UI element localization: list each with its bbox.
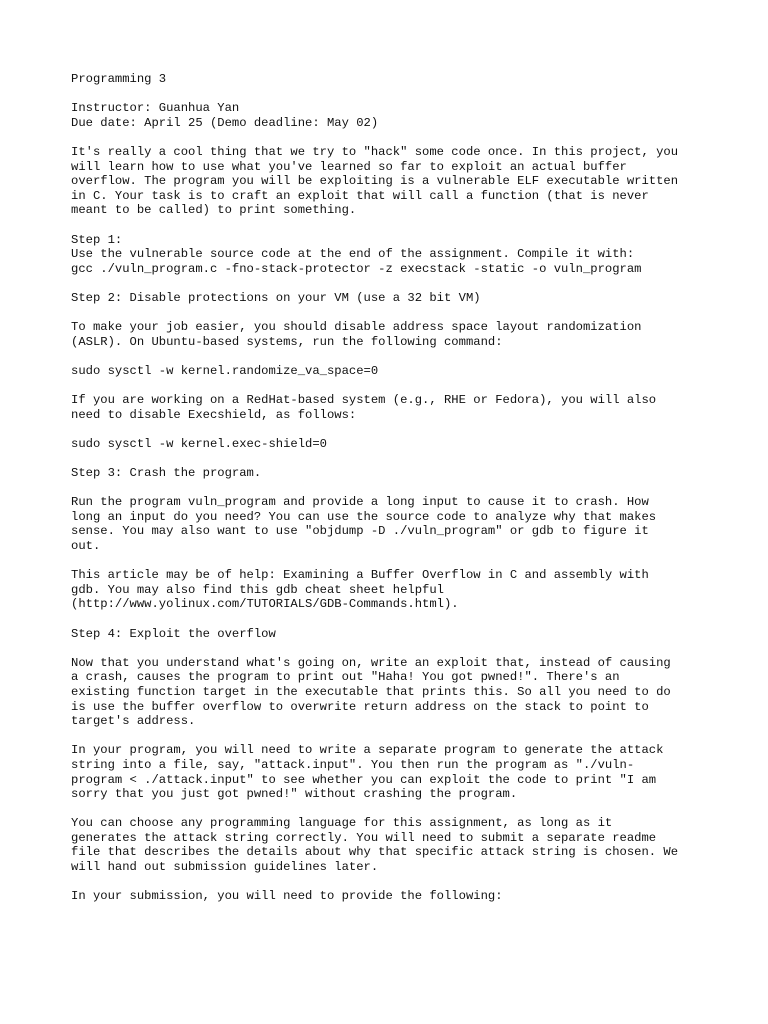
- text-line: sense. You may also want to use "objdump -D ./vuln_program" or gdb to figure it: [71, 524, 649, 539]
- text-line: existing function target in the executable that prints this. So all you need to do: [71, 684, 671, 699]
- paragraph: [71, 437, 711, 452]
- text-line: string into a file, say, "attack.input". You then run the program as "./vuln-: [71, 757, 635, 772]
- text-line: overflow. The program you will be exploiting is a vulnerable ELF executable written: [71, 174, 679, 189]
- text-line: It's really a cool thing that we try to "hack" some code once. In this project, you: [71, 144, 679, 159]
- text-line: In your submission, you will need to provide the following:: [71, 889, 503, 904]
- text-line: will hand out submission guidelines later.: [71, 860, 379, 875]
- paragraph: [71, 233, 711, 277]
- text-line: target's address.: [71, 714, 196, 729]
- text-line: Due date: April 25 (Demo deadline: May 02): [71, 115, 379, 130]
- paragraph: [71, 364, 711, 379]
- paragraph: [71, 393, 711, 422]
- text-line: In your program, you will need to write a separate program to generate the attack: [71, 743, 664, 758]
- text-line: If you are working on a RedHat-based system (e.g., RHE or Fedora), you will also: [71, 393, 657, 408]
- text-line: Step 2: Disable protections on your VM (use a 32 bit VM): [71, 290, 481, 305]
- text-line: will learn how to use what you've learned so far to exploit an actual buffer: [71, 159, 627, 174]
- paragraph: [71, 743, 711, 801]
- paragraph: [71, 627, 711, 642]
- text-line: gdb. You may also find this gdb cheat sheet helpful: [71, 582, 444, 597]
- text-line: Step 3: Crash the program.: [71, 466, 262, 481]
- text-line: meant to be called) to print something.: [71, 203, 357, 218]
- text-line: sudo sysctl -w kernel.randomize_va_space=0: [71, 363, 379, 378]
- text-line: program < ./attack.input" to see whether you can exploit the code to print "I am: [71, 772, 657, 787]
- paragraph: [71, 291, 711, 306]
- text-line: Now that you understand what's going on, write an exploit that, instead of causing: [71, 655, 671, 670]
- paragraph: [71, 568, 711, 612]
- paragraph: [71, 816, 711, 874]
- paragraph: [71, 72, 711, 87]
- text-line: (ASLR). On Ubuntu-based systems, run the following command:: [71, 334, 503, 349]
- text-line: out.: [71, 539, 101, 553]
- document-page: [71, 72, 711, 918]
- text-line: To make your job easier, you should disable address space layout randomization: [71, 320, 642, 335]
- paragraph: [71, 889, 711, 904]
- paragraph: [71, 656, 711, 729]
- paragraph: [71, 495, 711, 553]
- text-line: need to disable Execshield, as follows:: [71, 407, 357, 422]
- text-line: Step 4: Exploit the overflow: [71, 626, 276, 641]
- text-line: This article may be of help: Examining a Buffer Overflow in C and assembly with: [71, 568, 649, 583]
- text-line: gcc ./vuln_program.c -fno-stack-protector -z execstack -static -o vuln_program: [71, 261, 642, 276]
- paragraph: [71, 320, 711, 349]
- text-line: is use the buffer overflow to overwrite return address on the stack to point to: [71, 699, 649, 714]
- text-line: sorry that you just got pwned!" without crashing the program.: [71, 787, 518, 802]
- text-line: Instructor: Guanhua Yan: [71, 101, 240, 116]
- text-line: Use the vulnerable source code at the end of the assignment. Compile it with:: [71, 247, 635, 262]
- paragraph: [71, 101, 711, 130]
- text-line: long an input do you need? You can use the source code to analyze why that makes: [71, 509, 657, 524]
- text-line: (http://www.yolinux.com/TUTORIALS/GDB-Commands.html).: [71, 597, 459, 612]
- text-line: a crash, causes the program to print out "Haha! You got pwned!". There's an: [71, 670, 620, 685]
- text-line: sudo sysctl -w kernel.exec-shield=0: [71, 436, 327, 451]
- text-line: in C. Your task is to craft an exploit that will call a function (that is never: [71, 188, 649, 203]
- text-line: You can choose any programming language for this assignment, as long as it: [71, 816, 613, 831]
- paragraph: [71, 145, 711, 218]
- paragraph: [71, 466, 711, 481]
- text-line: Programming 3: [71, 72, 167, 86]
- text-line: Step 1:: [71, 232, 123, 247]
- text-line: Run the program vuln_program and provide a long input to cause it to crash. How: [71, 495, 649, 510]
- text-line: file that describes the details about why that specific attack string is chosen. We: [71, 845, 679, 860]
- text-line: generates the attack string correctly. You will need to submit a separate readme: [71, 830, 657, 845]
